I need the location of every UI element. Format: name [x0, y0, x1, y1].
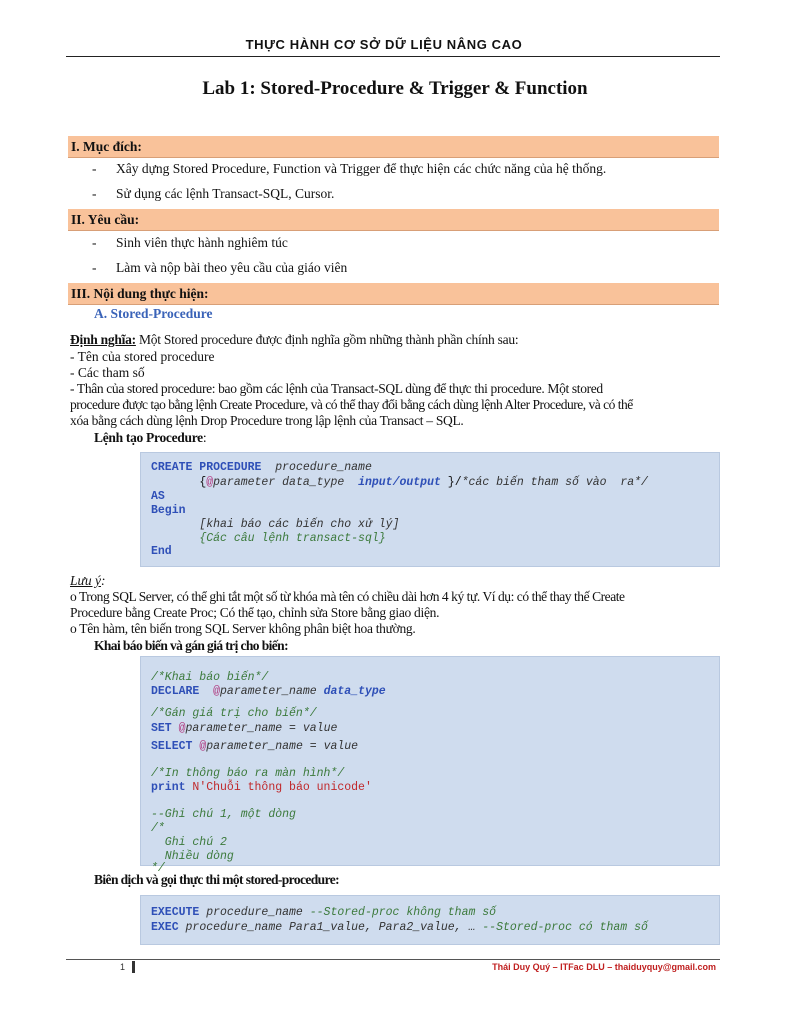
code-line: End	[151, 545, 172, 558]
code-line: --Ghi chú 1, một dòng	[151, 808, 296, 821]
code-line: Ghi chú 2	[151, 836, 227, 849]
code-line: /*Khai báo biến*/	[151, 671, 269, 684]
definition-label: Định nghĩa:	[70, 332, 136, 347]
code-line: [khai báo các biến cho xử lý]	[199, 518, 400, 531]
compile-label: Biên dịch và gọi thực thi một stored-procedure:	[94, 872, 340, 887]
code-line: print N'Chuỗi thông báo unicode'	[151, 781, 372, 794]
subheading-stored-procedure: A. Stored-Procedure	[94, 306, 213, 321]
code-block-execute	[140, 895, 720, 945]
code-line: SELECT @parameter_name = value	[151, 740, 359, 753]
footer-divider	[66, 959, 720, 960]
code-line: CREATE PROCEDURE procedure_name	[151, 461, 372, 474]
code-line: /*In thông báo ra màn hình*/	[151, 767, 345, 780]
note-label: Lưu ý:	[70, 573, 106, 588]
footer-marker	[132, 961, 135, 973]
code-line: /*	[151, 822, 165, 835]
body-line: procedure được tạo bằng lệnh Create Procedure, và có thể thay đổi bằng cách dùng lệnh Alter Procedure, và có thể	[70, 397, 633, 412]
code-line: {Các câu lệnh transact-sql}	[199, 532, 386, 545]
note-line: o Tên hàm, tên biến trong SQL Server không phân biệt hoa thường.	[70, 621, 416, 636]
code-line: Begin	[151, 504, 186, 517]
section-heading-content: III. Nội dung thực hiện:	[68, 283, 719, 305]
code-line: {@parameter data_type input/output }/*các biến tham số vào ra*/	[199, 476, 648, 489]
code-line: SET @parameter_name = value	[151, 722, 338, 735]
body-line: xóa bằng cách dùng lệnh Drop Procedure trong lập lệnh của Transact – SQL.	[70, 413, 464, 428]
code-block-create-procedure	[140, 452, 720, 567]
body-line: - Thân của stored procedure: bao gồm các lệnh của Transact-SQL dùng để thực thi procedure. Một stored	[70, 381, 603, 396]
code-line: EXECUTE procedure_name --Stored-proc không tham số	[151, 906, 497, 919]
code-line: */	[151, 862, 165, 875]
header-divider	[66, 56, 720, 57]
code-line: /*Gán giá trị cho biến*/	[151, 707, 317, 720]
footer-author: Thái Duy Quý – ITFac DLU – thaiduyquy@gmail.com	[492, 962, 716, 972]
section-heading-purpose: I. Mục đích:	[68, 136, 719, 158]
create-procedure-label: Lệnh tạo Procedure:	[94, 430, 207, 445]
declare-label: Khai báo biến và gán giá trị cho biến:	[94, 638, 288, 653]
definition-paragraph: Định nghĩa: Một Stored procedure được định nghĩa gồm những thành phần chính sau:	[70, 332, 519, 347]
list-item: - Các tham số	[70, 365, 145, 380]
document-page: THỰC HÀNH CƠ SỞ DỮ LIỆU NÂNG CAO Lab 1: Stored-Procedure & Trigger & Function I. Mục đích: - Xây dựng Stored Procedure, Function và Trigger để thực hiện các chức năng của hệ thống. - Sử dụng các lệnh Transact-SQL, Cursor. II. Yêu cầu: - Sinh viên thực hành nghiêm túc - Làm và nộp bài theo yêu cầu của giáo viên III. Nội dung thực hiện: A. Stored-Procedure Định nghĩa: Một Stored procedure được định nghĩa gồm những thành phần chính sau: - Tên của stored procedure - Các tham số - Thân của stored procedure: bao gồm các lệnh của Transact-SQL dùng để thực thi procedure. Một stored procedure được tạo bằng lệnh Create Procedure, và có thể thay đổi bằng cách dùng lệnh Alter Procedure, và có thể xóa bằng cách dùng lệnh Drop Procedure trong lập lệnh của Transact – SQL. Lệnh tạo Procedure: CREATE PROCEDURE procedure_name {@parameter data_type input/output }/*các biến tham số vào ra*/ AS Begin [khai báo các biến cho xử lý] {Các câu lệnh transact-sql} End Lưu ý: o Trong SQL Server, có thể ghi tắt một số từ khóa mà tên có chiều dài hơn 4 ký tự. Ví dụ: có thể thay thế Create Procedure bằng Create Proc; Có thể tạo, chỉnh sửa Store bằng giao diện. o Tên hàm, tên biến trong SQL Server không phân biệt hoa thường. Khai báo biến và gán giá trị cho biến: /*Khai báo biến*/ DECLARE @parameter_name data_type /*Gán giá trị cho biến*/ SET @parameter_name = value SELECT @parameter_name = value /*In thông báo ra màn hình*/ print N'Chuỗi thông báo unicode' --Ghi chú 1, một dòng /* Ghi chú 2 Nhiều dòng */ Biên dịch và gọi thực thi một stored-procedure: EXECUTE procedure_name --Stored-proc không tham số EXEC procedure_name Para1_value, Para2_value, … --Stored-proc có tham số 1 Thái Duy Quý – ITFac DLU – thaiduyquy@gmail.com	[0, 0, 768, 1024]
header-title: THỰC HÀNH CƠ SỞ DỮ LIỆU NÂNG CAO	[245, 37, 523, 52]
code-line: AS	[151, 490, 165, 503]
section-heading-requirements: II. Yêu cầu:	[68, 209, 719, 231]
lab-title: Lab 1: Stored-Procedure & Trigger & Function	[202, 78, 588, 99]
code-line: EXEC procedure_name Para1_value, Para2_value, … --Stored-proc có tham số	[151, 921, 648, 934]
note-line: Procedure bằng Create Proc; Có thể tạo, chỉnh sửa Store bằng giao diện.	[70, 605, 440, 620]
code-block-declare-variables	[140, 656, 720, 875]
code-line: DECLARE @parameter_name data_type	[151, 685, 386, 698]
page-number: 1	[120, 962, 126, 972]
list-item: - Tên của stored procedure	[70, 349, 215, 364]
code-line: Nhiều dòng	[151, 850, 234, 863]
note-line: o Trong SQL Server, có thể ghi tắt một số từ khóa mà tên có chiều dài hơn 4 ký tự. Ví dụ: có thể thay thế Create	[70, 589, 625, 604]
